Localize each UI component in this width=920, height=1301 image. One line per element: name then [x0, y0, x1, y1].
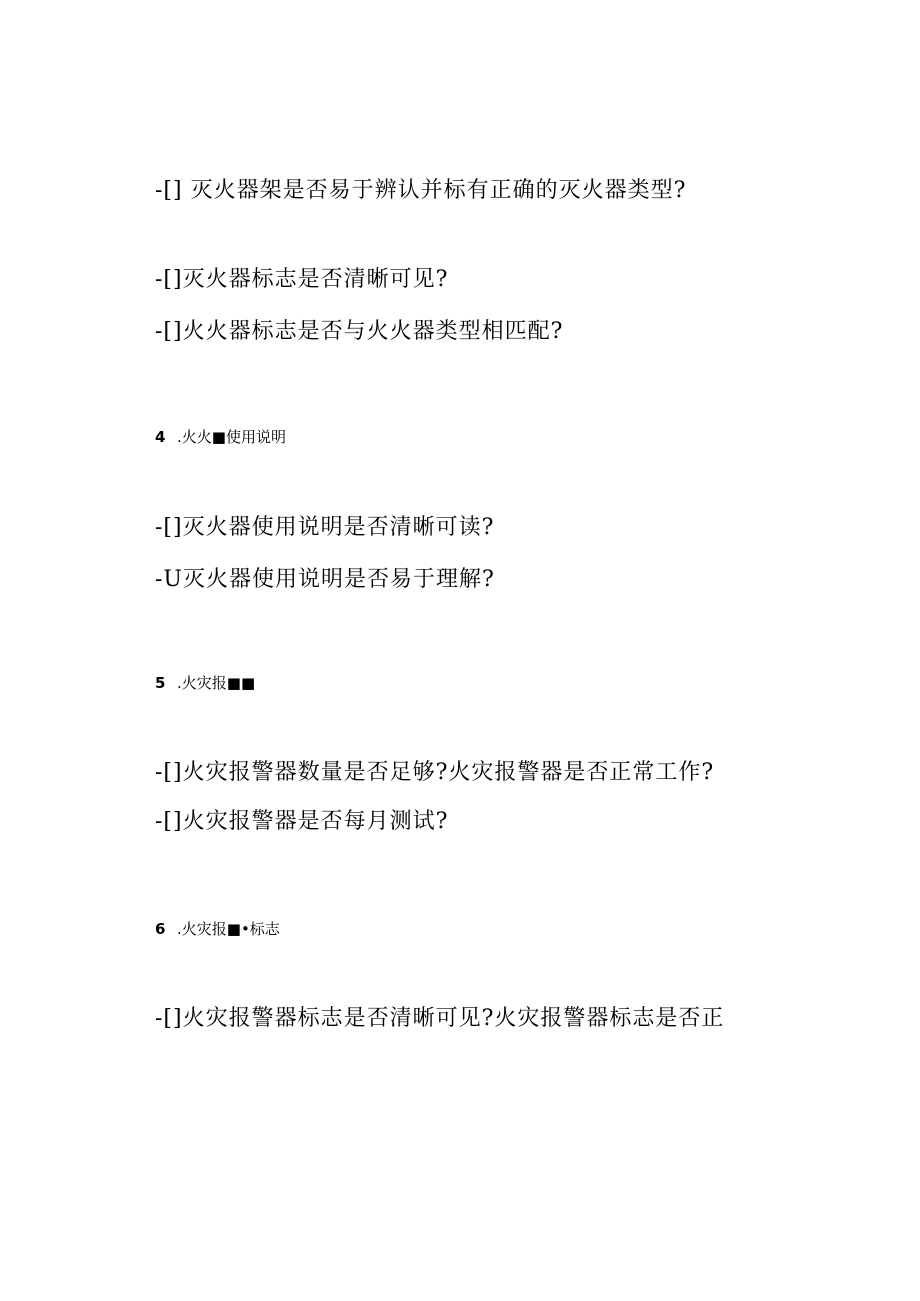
section-number: 4 [155, 428, 166, 446]
section-title: .火灾报■•标志 [177, 920, 280, 938]
section-title: .火灾报■■ [177, 674, 256, 692]
section-title: .火火■使用说明 [177, 428, 286, 446]
checklist-item: -[]火灾报警器是否每月测试? [155, 809, 449, 834]
section-number: 6 [155, 920, 166, 938]
checklist-item: -[]灭火器标志是否清晰可见? [155, 267, 449, 292]
checklist-item: -[]火灾报警器数量是否足够?火灾报警器是否正常工作? [155, 760, 715, 785]
section-heading [155, 919, 280, 939]
section-heading [155, 673, 255, 693]
checklist-item: -U灭火器使用说明是否易于理解? [155, 567, 495, 592]
checklist-item: -[] 灭火器架是否易于辨认并标有正确的灭火器类型? [155, 178, 687, 203]
section-heading [155, 427, 286, 447]
section-number: 5 [155, 674, 166, 692]
checklist-item: -[]火灾报警器标志是否清晰可见?火灾报警器标志是否正 [155, 1006, 725, 1031]
checklist-item: -[]火火器标志是否与火火器类型相匹配? [155, 319, 564, 344]
checklist-item: -[]灭火器使用说明是否清晰可读? [155, 515, 495, 540]
